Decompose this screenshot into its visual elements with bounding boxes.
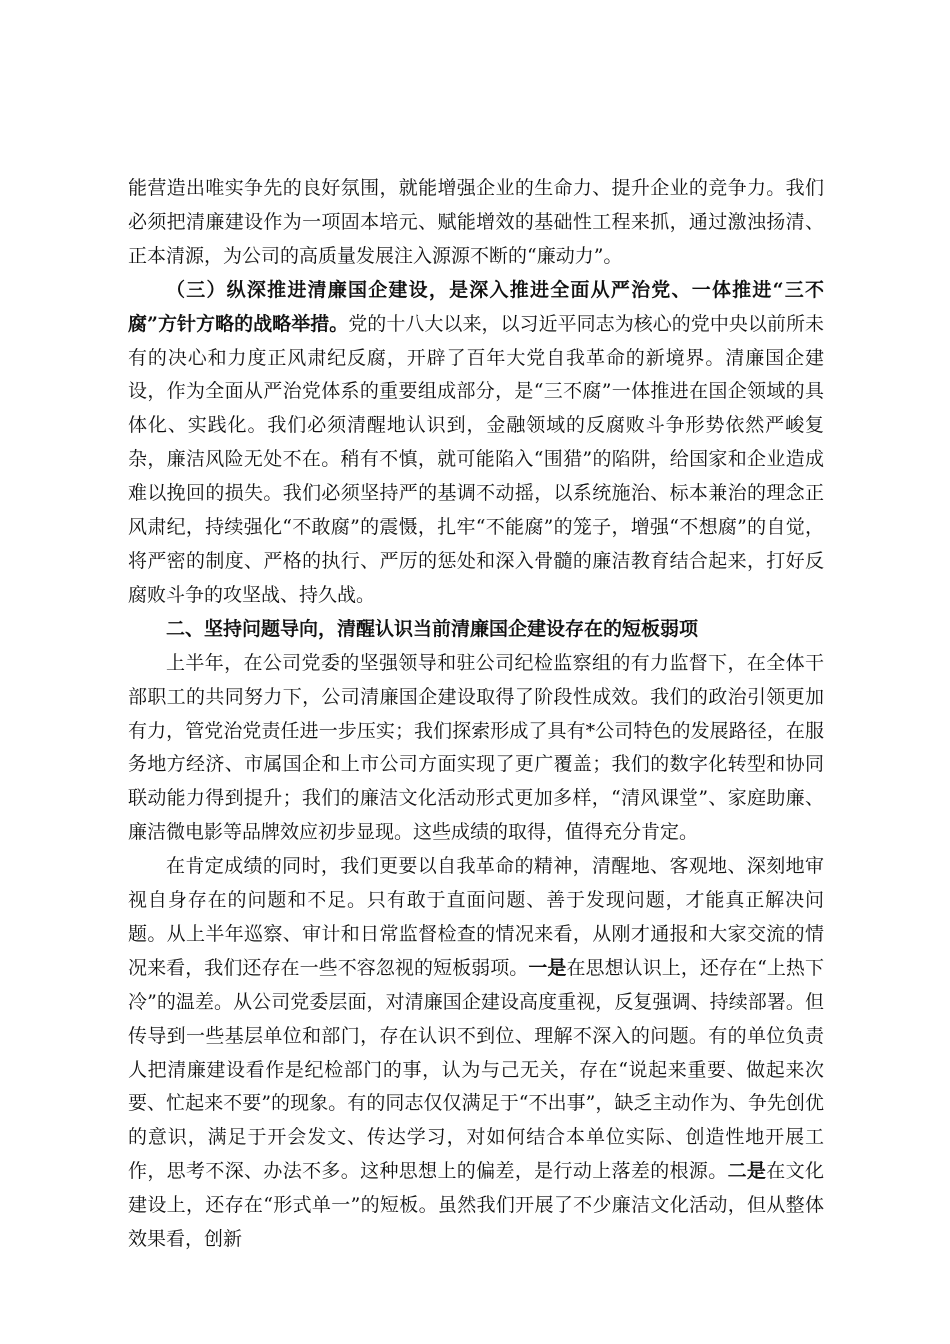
point-one-label: 一是 [528,956,567,979]
section-2-heading: 二、坚持问题导向，清醒认识当前清廉国企建设存在的短板弱项 [166,617,699,640]
document-page [128,172,824,1257]
paragraph-2-body: 党的十八大以来，以习近平同志为核心的党中央以前所未有的决心和力度正风肃纪反腐，开辟了百年大党自我革命的新境界。清廉国企建设，作为全面从严治党体系的重要组成部分，是“三不腐”一体推进在国企领域的具体化、实践化。我们必须清醒地认识到，金融领域的反腐败斗争形势依然严峻复杂，廉洁风险无处不在。稍有不慎，就可能陷入“围猎”的陷阱，给国家和企业造成难以挽回的损失。我们必须坚持严的基调不动摇，以系统施治、标本兼治的理念正风肃纪，持续强化“不敢腐”的震慑，扎牢“不能腐”的笼子，增强“不想腐”的自觉，将严密的制度、严格的执行、严厉的惩处和深入骨髓的廉洁教育结合起来，打好反腐败斗争的攻坚战、持久战。 [128,312,824,606]
paragraph-4-intro: 在肯定成绩的同时，我们更要以自我革命的精神，清醒地、客观地、深刻地审视自身存在的问题和不足。只有敢于直面问题、善于发现问题，才能真正解决问题。从上半年巡察、审计和日常监督检查的情况来看，从刚才通报和大家交流的情况来看，我们还存在一些不容忽视的短板弱项。 [128,855,824,979]
paragraph-4-point-two: 在文化建设上，还存在“形式单一”的短板。虽然我们开展了不少廉洁文化活动，但从整体效果看，创新 [128,1160,824,1251]
point-two-label: 二是 [727,1160,767,1183]
paragraph-1: 能营造出唯实争先的良好氛围，就能增强企业的生命力、提升企业的竞争力。我们必须把清廉建设作为一项固本培元、赋能增效的基础性工程来抓，通过激浊扬清、正本清源，为公司的高质量发展注入源源不断的“廉动力”。 [128,177,824,267]
paragraph-2 [128,274,824,613]
paragraph-4-point-one: 在思想认识上，还存在“上热下冷”的温差。从公司党委层面，对清廉国企建设高度重视，反复强调、持续部署。但传导到一些基层单位和部门，存在认识不到位、理解不深入的问题。有的单位负责人把清廉建设看作是纪检部门的事，认为与己无关，存在“说起来重要、做起来次要、忙起来不要”的现象。有的同志仅仅满足于“不出事”，缺乏主动作为、争先创优的意识，满足于开会发文、传达学习，对如何结合本单位实际、创造性地开展工作，思考不深、办法不多。这种思想上的偏差，是行动上落差的根源。 [128,956,824,1183]
paragraph-4 [128,850,824,1257]
paragraph-3: 上半年，在公司党委的坚强领导和驻公司纪检监察组的有力监督下，在全体干部职工的共同努力下，公司清廉国企建设取得了阶段性成效。我们的政治引领更加有力，管党治党责任进一步压实；我们探索形成了具有*公司特色的发展路径，在服务地方经济、市属国企和上市公司方面实现了更广覆盖；我们的数字化转型和协同联动能力得到提升；我们的廉洁文化活动形式更加多样，“清风课堂”、家庭助廉、廉洁微电影等品牌效应初步显现。这些成绩的取得，值得充分肯定。 [128,651,824,844]
section-3-heading: （三）纵深推进清廉国企建设，是深入推进全面从严治党、一体推进“三不腐”方针方略的战略举措。 [128,278,824,335]
